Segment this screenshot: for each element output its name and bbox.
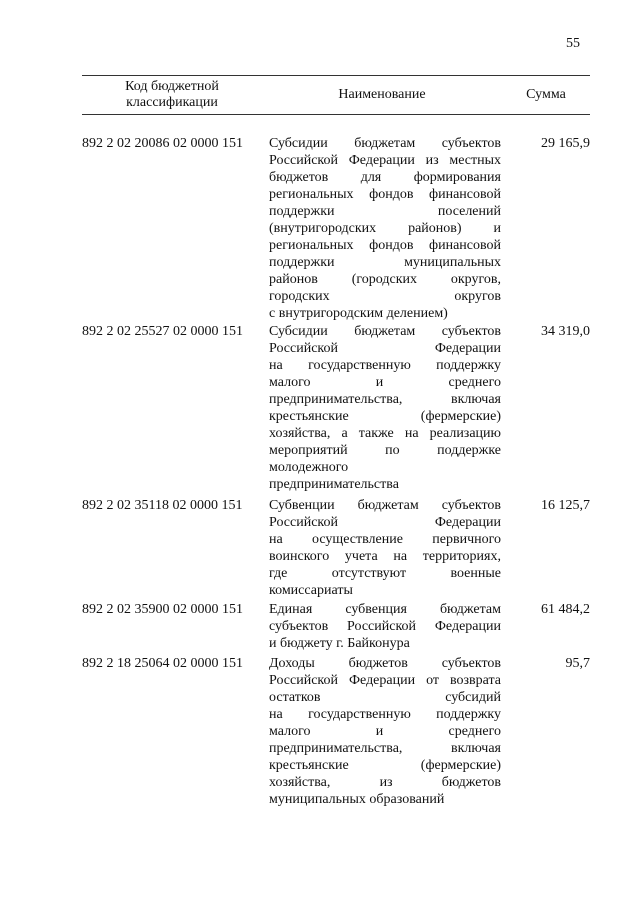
row-name-line: хозяйства, из бюджетов (269, 775, 501, 790)
row-name-line: и бюджету г. Байконура (269, 636, 410, 651)
row-sum: 95,7 (565, 656, 590, 671)
row-name-line: воинского учета на территориях, (269, 549, 501, 564)
row-name-line: Доходы бюджетов субъектов (269, 656, 501, 671)
row-sum: 61 484,2 (541, 602, 590, 617)
row-name-line: (внутригородских районов) и (269, 221, 501, 236)
header-code-line2: классификации (126, 95, 218, 110)
header-code-line1: Код бюджетной (125, 79, 219, 94)
row-name-line: хозяйства, а также на реализацию (269, 426, 501, 441)
row-name-line: поддержки поселений (269, 204, 501, 219)
row-code: 892 2 02 35900 02 0000 151 (82, 602, 243, 617)
row-name-line: предпринимательства, включая (269, 392, 501, 407)
row-name-line: региональных фондов финансовой (269, 238, 501, 253)
row-name-line: на государственную поддержку (269, 707, 501, 722)
row-name-line: Российской Федерации от возврата (269, 673, 501, 688)
row-name-line: региональных фондов финансовой (269, 187, 501, 202)
row-name-line: Субсидии бюджетам субъектов (269, 324, 501, 339)
row-name-line: Российской Федерации (269, 341, 501, 356)
row-name-line: Единая субвенция бюджетам (269, 602, 501, 617)
row-name-line: городских округов (269, 289, 501, 304)
row-name-line: предпринимательства (269, 477, 399, 492)
row-name (269, 323, 501, 493)
table-header (82, 75, 590, 115)
row-name-line: Российской Федерации (269, 515, 501, 530)
row-name-line: предпринимательства, включая (269, 741, 501, 756)
row-name (269, 655, 501, 808)
row-name-line: Российской Федерации из местных (269, 153, 501, 168)
row-code: 892 2 02 25527 02 0000 151 (82, 324, 243, 339)
row-name-line: с внутригородским делением) (269, 306, 448, 321)
header-code (82, 79, 262, 111)
row-name (269, 497, 501, 599)
header-sum: Сумма (526, 87, 566, 102)
row-code: 892 2 02 20086 02 0000 151 (82, 136, 243, 151)
row-name-line: районов (городских округов, (269, 272, 501, 287)
row-name-line: крестьянские (фермерские) (269, 758, 501, 773)
row-name-line: малого и среднего (269, 375, 501, 390)
row-name-line: субъектов Российской Федерации (269, 619, 501, 634)
row-name-line: где отсутствуют военные (269, 566, 501, 581)
row-name-line: крестьянские (фермерские) (269, 409, 501, 424)
header-name: Наименование (338, 87, 426, 102)
row-name-line: муниципальных образований (269, 792, 445, 807)
row-name-line: остатков субсидий (269, 690, 501, 705)
row-name-line: Субсидии бюджетам субъектов (269, 136, 501, 151)
row-name-line: молодежного (269, 460, 349, 475)
row-name-line: малого и среднего (269, 724, 501, 739)
row-sum: 16 125,7 (541, 498, 590, 513)
row-name (269, 135, 501, 322)
row-sum: 29 165,9 (541, 136, 590, 151)
row-code: 892 2 02 35118 02 0000 151 (82, 498, 243, 513)
row-code: 892 2 18 25064 02 0000 151 (82, 656, 243, 671)
row-sum: 34 319,0 (541, 324, 590, 339)
row-name-line: бюджетов для формирования (269, 170, 501, 185)
row-name (269, 601, 501, 652)
page-number: 55 (566, 36, 580, 51)
row-name-line: на осуществление первичного (269, 532, 501, 547)
row-name-line: мероприятий по поддержке (269, 443, 501, 458)
row-name-line: Субвенции бюджетам субъектов (269, 498, 501, 513)
row-name-line: комиссариаты (269, 583, 353, 598)
row-name-line: поддержки муниципальных (269, 255, 501, 270)
row-name-line: на государственную поддержку (269, 358, 501, 373)
